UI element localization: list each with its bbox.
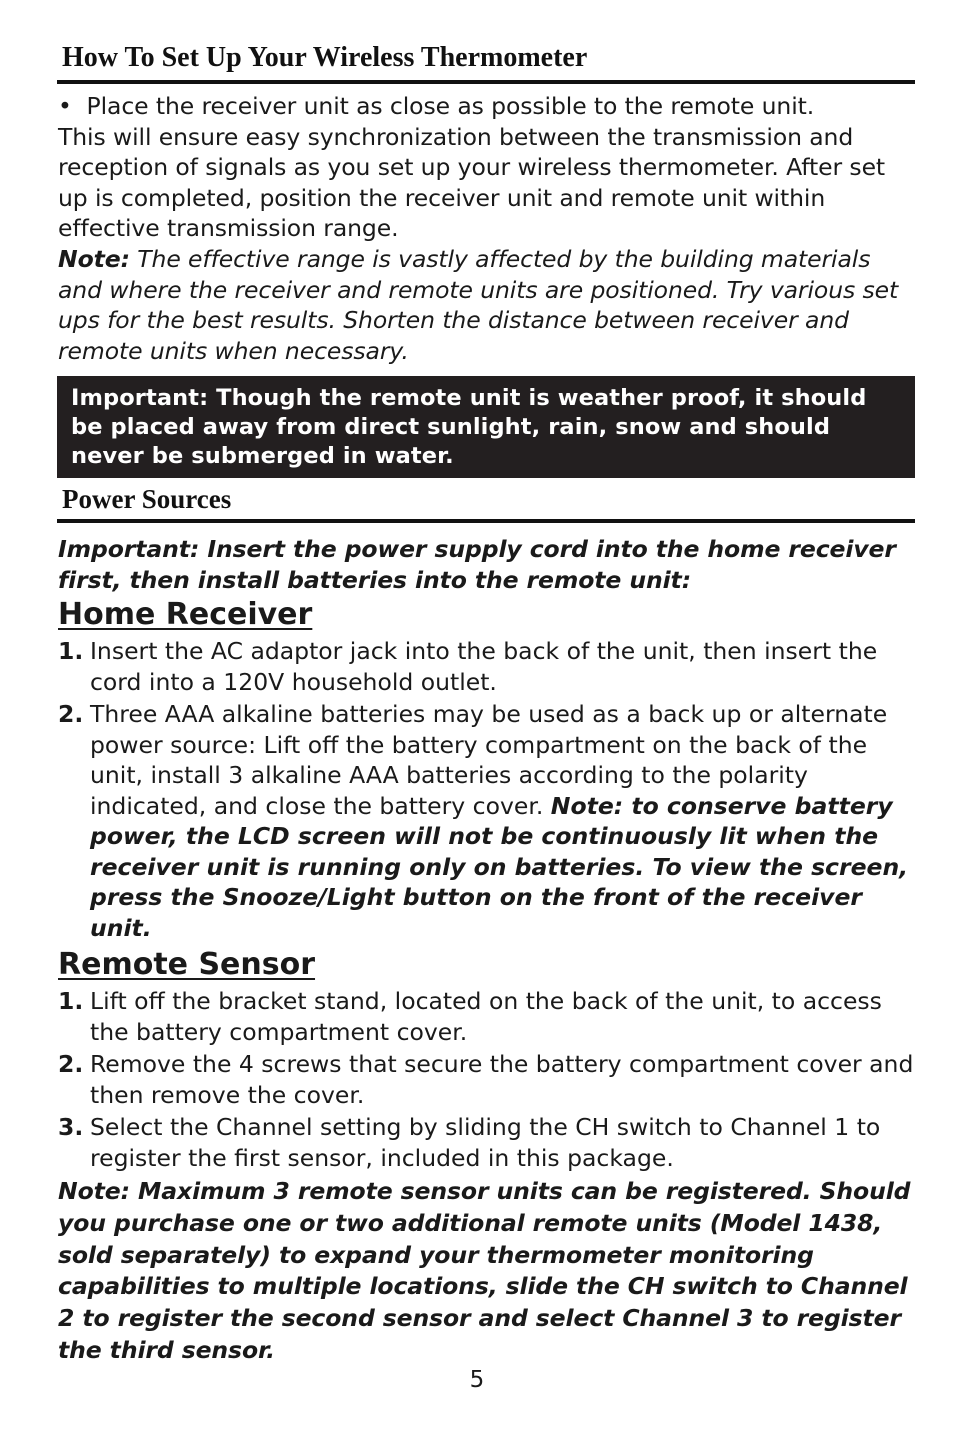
battery-power-note: Note: to conserve battery power, the LCD screen will not be continuously lit when the receiver unit is running only on batteries. To view the screen, press the Snooze/Light button on the front of the receiver unit. — [90, 791, 909, 942]
setup-body-text: This will ensure easy synchronization between the transmission and reception of signals as you set up your wireless thermometer. After set up is completed, position the receiver unit and remote unit within effective transmission range. — [58, 122, 886, 242]
step-text-container — [90, 699, 918, 943]
range-note — [58, 244, 918, 366]
home-receiver-step — [58, 636, 918, 697]
step-text: Three AAA alkaline batteries may be used as a back up or alternate power source: Lift off the battery compartment on the back of the unit, install 3 alkaline AAA batteries according to the polarity indicated, and close the battery cover. — [90, 700, 888, 820]
page-number: 5 — [469, 1367, 485, 1393]
step-number: 3. — [58, 1113, 84, 1141]
remote-sensor-step — [58, 986, 918, 1047]
step-text: Insert the AC adaptor jack into the back of the unit, then insert the cord into a 120V household outlet. — [90, 637, 878, 696]
remote-sensor-step — [58, 1049, 918, 1110]
step-number: 1. — [58, 637, 84, 665]
power-sources-title: Power Sources — [62, 484, 232, 514]
step-text: Select the Channel setting by sliding the CH switch to Channel 1 to register the first sensor, included in this package. — [90, 1113, 881, 1172]
step-text: Lift off the bracket stand, located on the back of the unit, to access the battery compartment cover. — [90, 987, 882, 1046]
range-note-text: The effective range is vastly affected by the building materials and where the receiver and remote units are positioned. Try various set ups for the best results. Shorten the distance between receiver and remote units when necessary. — [58, 245, 899, 365]
remote-sensor-steps — [58, 986, 918, 1175]
weatherproof-warning-box — [57, 376, 915, 478]
bullet-marker: • — [58, 92, 72, 120]
range-note-label: Note: — [58, 245, 130, 273]
setup-section-title: How To Set Up Your Wireless Thermometer — [62, 42, 588, 73]
step-number: 2. — [58, 700, 84, 728]
channel-registration-note: Note: Maximum 3 remote sensor units can be registered. Should you purchase one or two additional remote units (Model 1438, sold separately) to expand your thermometer monitoring capabilities to multiple locations, slide the CH switch to Channel 2 to register the second sensor and select Channel 3 to register the third sensor. — [58, 1177, 911, 1364]
remote-sensor-heading: Remote Sensor — [58, 947, 316, 982]
power-sources-rule — [57, 519, 915, 523]
weatherproof-warning-text: Important: Though the remote unit is weather proof, it should be placed away from direct sunlight, rain, snow and should never be submerged in water. — [71, 385, 867, 469]
power-important-note: Important: Insert the power supply cord into the home receiver first, then install batteries into the remote unit: — [58, 535, 896, 594]
step-number: 2. — [58, 1050, 84, 1078]
setup-title-rule — [57, 80, 915, 84]
step-number: 1. — [58, 987, 84, 1015]
setup-intro — [58, 91, 918, 244]
home-receiver-heading: Home Receiver — [58, 597, 313, 632]
home-receiver-steps — [58, 636, 918, 945]
bullet-text: Place the receiver unit as close as possible to the remote unit. — [86, 92, 815, 120]
remote-sensor-step — [58, 1112, 918, 1173]
home-receiver-step — [58, 699, 918, 943]
step-text: Remove the 4 screws that secure the battery compartment cover and then remove the cover. — [90, 1050, 914, 1109]
